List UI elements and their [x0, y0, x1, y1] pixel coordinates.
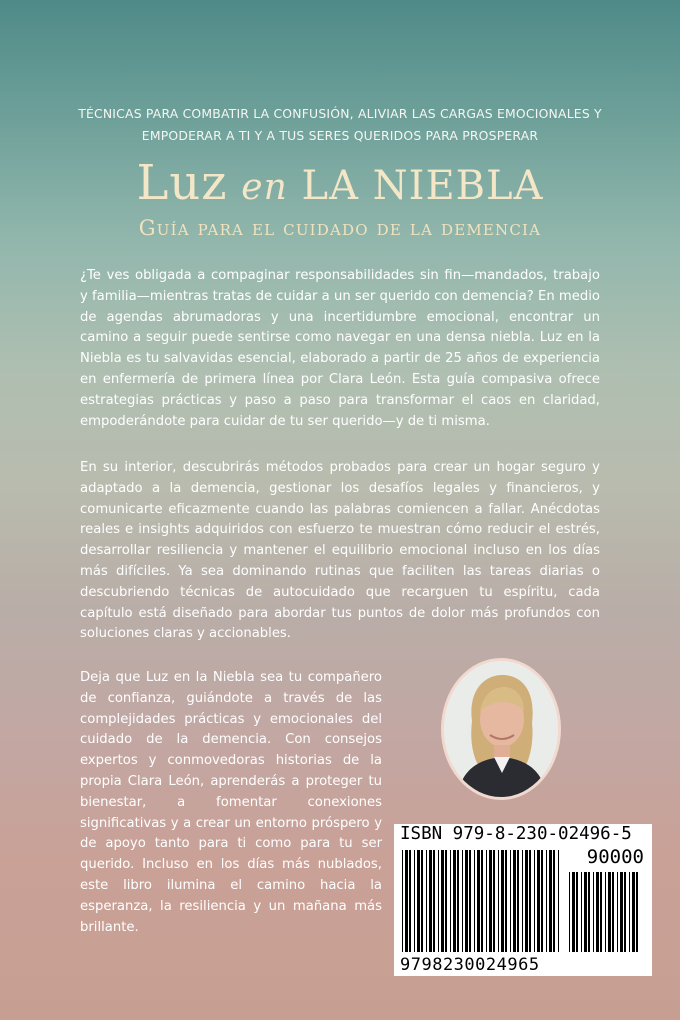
barcode-bar [426, 850, 427, 952]
barcode-bar [417, 850, 420, 952]
barcode-bar [405, 850, 408, 952]
barcode-bar [572, 872, 575, 952]
book-title [0, 155, 680, 213]
barcode-bar [537, 850, 540, 952]
ean-barcode [402, 850, 562, 954]
barcode-bar [588, 872, 590, 952]
title-word-luz: Luz [136, 155, 228, 211]
barcode-bar [498, 850, 499, 952]
barcode-bar [541, 850, 543, 952]
barcode-bar [457, 850, 459, 952]
barcode-bar [553, 850, 555, 952]
barcode-bar [617, 872, 618, 952]
barcode-bar [465, 850, 468, 952]
barcode-bar [438, 850, 439, 952]
barcode-bar [636, 872, 638, 952]
barcode-bar [612, 872, 614, 952]
addon-barcode [569, 872, 645, 954]
barcode-bar [402, 850, 403, 952]
barcode-bar [510, 850, 511, 952]
blurb-paragraph-2: En su interior, descubrirás métodos probados para crear un hogar seguro y adaptado a la demencia, gestionar los desafíos legales y financieros, y comunicarte eficazmente cuando las palabras comiencen a fallar. Anécdotas reales e insights adquiridos con esfuerzo te muestran cómo reducir el estrés, desarrollar resiliencia y mantener el equilibrio emocional incluso en los días más difíciles. Ya sea dominando rutinas que faciliten las tareas diarias o descubriendo técnicas de autocuidado que recarguen tu espíritu, cada capítulo está diseñado para abordar tus puntos de dolor más profundos con soluciones claras y accionables. [80, 460, 600, 642]
book-subtitle: Guía para el cuidado de la demencia [138, 216, 542, 240]
barcode-bar [558, 850, 559, 952]
barcode-bar [584, 872, 587, 952]
barcode-bar [593, 872, 594, 952]
isbn-label: ISBN 979-8-230-02496-5 [400, 824, 632, 844]
barcode-bar [620, 872, 623, 952]
barcode-bar [501, 850, 504, 952]
barcode-bar [517, 850, 519, 952]
barcode-bar [608, 872, 611, 952]
barcode-bar [596, 872, 599, 952]
barcode-bar [534, 850, 535, 952]
barcode-bar [493, 850, 495, 952]
barcode-bar [414, 850, 415, 952]
barcode-bar [445, 850, 447, 952]
barcode-bar [632, 872, 635, 952]
barcode-bar [477, 850, 480, 952]
barcode-bar [529, 850, 531, 952]
barcode-bar [505, 850, 507, 952]
barcode-bar [489, 850, 492, 952]
ean-digits: 9798230024965 [400, 955, 540, 975]
barcode-bar [433, 850, 435, 952]
barcode-bar [481, 850, 483, 952]
barcode-bar [474, 850, 475, 952]
barcode-bar [576, 872, 578, 952]
barcode-bar [409, 850, 411, 952]
barcode-block [394, 824, 652, 976]
barcode-bar [429, 850, 432, 952]
barcode-bar [629, 872, 630, 952]
barcode-bar [450, 850, 451, 952]
barcode-bar [569, 872, 570, 952]
barcode-bar [462, 850, 463, 952]
barcode-bar [549, 850, 552, 952]
price-code: 90000 [586, 846, 644, 868]
title-word-en: en [241, 167, 288, 208]
blurb-paragraph-3: Deja que Luz en la Niebla sea tu compañero de confianza, guiándote a través de las complejidades prácticas y emocionales del cuidado de la demencia. Con consejos expertos y conmovedoras historias de la propia Clara León, aprenderás a proteger tu bienestar, a fomentar conexiones significativas y a crear un entorno próspero y de apoyo tanto para ti como para tu ser querido. Incluso en los días más nublados, este libro ilumina el camino hacia la esperanza, la resiliencia y un mañana más brillante. [80, 670, 382, 935]
barcode-bar [453, 850, 456, 952]
blurb-paragraph-1: ¿Te ves obligada a compaginar responsabilidades sin fin—mandados, trabajo y familia—mientras tratas de cuidar a un ser querido con demencia? En medio de agendas abrumadoras y una incertidumbre emocional, encontrar un camino a seguir puede sentirse como navegar en una densa niebla. Luz en la Niebla es tu salvavidas esencial, elaborado a partir de 25 años de experiencia en enfermería de primera línea por Clara León. Esta guía compasiva ofrece estrategias prácticas y paso a paso para transformar el caos en claridad, empoderándote para cuidar de tu ser querido—y de ti misma. [80, 268, 600, 429]
barcode-bar [469, 850, 471, 952]
barcode-bar [522, 850, 523, 952]
barcode-bar [624, 872, 626, 952]
barcode-bar [486, 850, 487, 952]
barcode-bar [421, 850, 423, 952]
barcode-bar [600, 872, 602, 952]
barcode-bar [525, 850, 528, 952]
barcode-bar [546, 850, 547, 952]
author-photo [441, 658, 561, 800]
title-word-rest: LA NIEBLA [301, 163, 544, 209]
barcode-bar [605, 872, 606, 952]
barcode-bar [581, 872, 582, 952]
barcode-bar [441, 850, 444, 952]
tagline: TÉCNICAS PARA COMBATIR LA CONFUSIÓN, ALIVIAR LAS CARGAS EMOCIONALES Y EMPODERAR A TI Y A TUS SERES QUERIDOS PARA PROSPERAR [78, 106, 602, 143]
barcode-bar [513, 850, 516, 952]
author-portrait-image [444, 661, 558, 797]
